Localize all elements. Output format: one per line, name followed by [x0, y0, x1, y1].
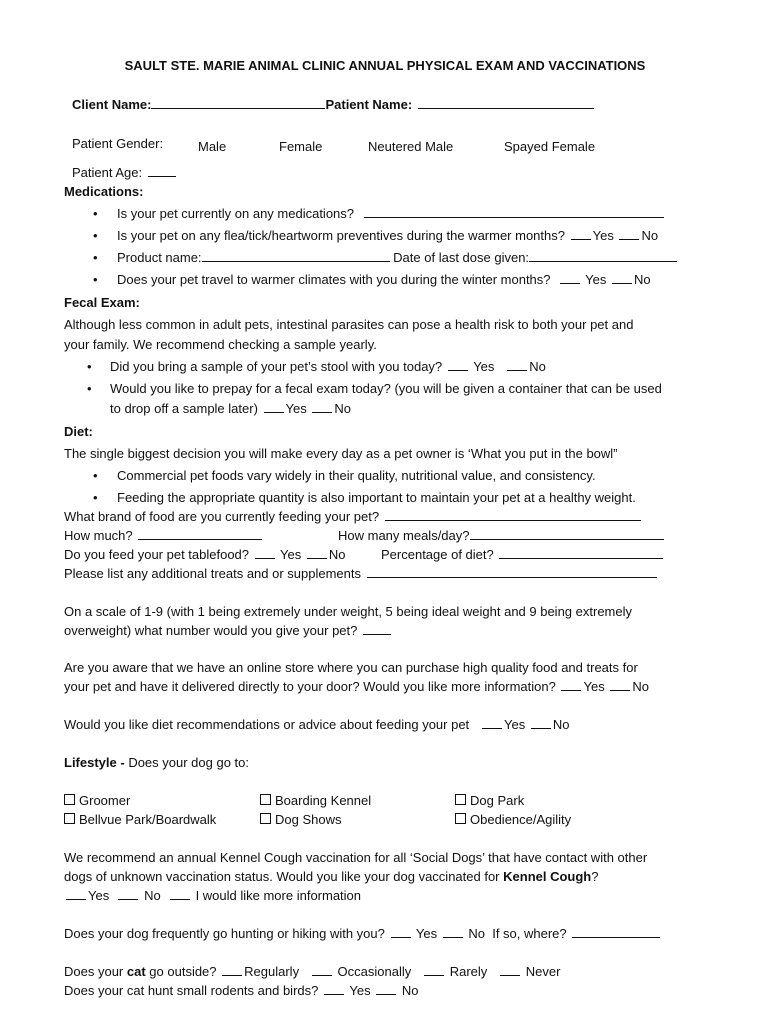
patient-name-label: Patient Name: — [325, 97, 413, 112]
weight-scale-field[interactable] — [363, 622, 391, 635]
advice-row: Would you like diet recommendations or advice about feeding your pet Yes No — [64, 717, 570, 732]
diet-paragraph: The single biggest decision you will make every day as a pet owner is ‘What you put in the bowl” — [64, 446, 618, 461]
bullet: • — [93, 250, 98, 265]
medications-q3: Product name: Date of last dose given: — [117, 249, 677, 266]
fecal-q2-line2: to drop off a sample later) Yes No — [110, 401, 351, 416]
patient-age-row — [72, 164, 178, 181]
fecal-paragraph-line2: your family. We recommend checking a sample yearly. — [64, 337, 377, 352]
checkbox-groomer[interactable]: Groomer — [64, 792, 130, 809]
tablefood-no-blank[interactable] — [307, 546, 327, 559]
cat-hunt-yes-blank[interactable] — [324, 982, 344, 995]
kennel-line2: dogs of unknown vaccination status. Would you like your dog vaccinated for Kennel Cough? — [64, 869, 599, 884]
stool-no-blank[interactable] — [507, 358, 527, 371]
fecal-q2-line1: Would you like to prepay for a fecal exam today? (you will be given a container that can be used — [110, 381, 662, 396]
store-line1: Are you aware that we have an online store where you can purchase high quality food and treats for — [64, 660, 638, 675]
fecal-paragraph-line1: Although less common in adult pets, intestinal parasites can pose a health risk to both your pet and — [64, 317, 634, 332]
meals-per-day-field[interactable] — [470, 527, 664, 540]
bullet: • — [87, 381, 92, 396]
travel-yes-blank[interactable] — [560, 271, 580, 284]
preventives-yes-blank[interactable] — [571, 227, 591, 240]
diet-brand-row: What brand of food are you currently feeding your pet? — [64, 508, 643, 525]
kennel-no-blank[interactable] — [118, 887, 138, 900]
treats-field[interactable] — [367, 565, 657, 578]
hunting-no-blank[interactable] — [443, 925, 463, 938]
cat-occasionally-blank[interactable] — [312, 963, 332, 976]
scale-line2: overweight) what number would you give your pet? — [64, 622, 393, 639]
checkbox-icon[interactable] — [64, 794, 75, 805]
lifestyle-question: Does your dog go to: — [128, 755, 250, 770]
travel-no-blank[interactable] — [612, 271, 632, 284]
scale-line1: On a scale of 1-9 (with 1 being extremely under weight, 5 being ideal weight and 9 being extremely — [64, 604, 632, 619]
gender-option-neutered-male[interactable]: Neutered Male — [368, 139, 454, 154]
preventives-no-blank[interactable] — [619, 227, 639, 240]
checkbox-icon[interactable] — [455, 813, 466, 824]
bullet: • — [93, 228, 98, 243]
checkbox-icon[interactable] — [260, 794, 271, 805]
hunting-row: Does your dog frequently go hunting or hiking with you? Yes No If so, where? — [64, 925, 662, 942]
diet-tablefood-row: Do you feed your pet tablefood? Yes No — [64, 547, 346, 562]
checkbox-icon[interactable] — [64, 813, 75, 824]
bullet: • — [93, 468, 98, 483]
patient-gender-label: Patient Gender: — [72, 136, 164, 151]
checkbox-icon[interactable] — [260, 813, 271, 824]
lifestyle-heading: Lifestyle - — [64, 755, 125, 770]
checkbox-obedience-agility[interactable]: Obedience/Agility — [455, 811, 571, 828]
diet-heading: Diet: — [64, 424, 93, 439]
medications-heading: Medications: — [64, 184, 144, 199]
lifestyle-row — [64, 754, 249, 771]
medications-q2: Is your pet on any flea/tick/heartworm preventives during the warmer months? Yes No — [117, 228, 659, 243]
medications-q4: Does your pet travel to warmer climates with you during the winter months? Yes No — [117, 272, 651, 287]
client-name-row — [72, 96, 596, 113]
bullet: • — [93, 490, 98, 505]
food-brand-field[interactable] — [385, 508, 641, 521]
cat-rarely-blank[interactable] — [424, 963, 444, 976]
patient-age-label: Patient Age: — [72, 165, 143, 180]
percentage-field[interactable] — [499, 546, 663, 559]
gender-option-female[interactable]: Female — [279, 139, 323, 154]
kennel-line1: We recommend an annual Kennel Cough vaccination for all ‘Social Dogs’ that have contact with other — [64, 850, 648, 865]
medications-q1: Is your pet currently on any medications? — [117, 205, 666, 222]
kennel-more-info-blank[interactable] — [170, 887, 190, 900]
diet-bullet-2: Feeding the appropriate quantity is also important to maintain your pet at a healthy weight. — [117, 490, 636, 505]
gender-option-spayed-female[interactable]: Spayed Female — [504, 139, 596, 154]
cat-hunt-row: Does your cat hunt small rodents and birds? Yes No — [64, 983, 419, 998]
last-dose-date-field[interactable] — [529, 249, 677, 262]
advice-no-blank[interactable] — [531, 716, 551, 729]
prepay-no-blank[interactable] — [312, 400, 332, 413]
client-name-field[interactable] — [151, 96, 325, 109]
checkbox-dog-shows[interactable]: Dog Shows — [260, 811, 341, 828]
hunting-yes-blank[interactable] — [391, 925, 411, 938]
patient-age-field[interactable] — [148, 164, 176, 177]
diet-treats-row: Please list any additional treats and or supplements — [64, 565, 659, 582]
checkbox-bellvue-park[interactable]: Bellvue Park/Boardwalk — [64, 811, 216, 828]
bullet: • — [93, 272, 98, 287]
store-line2: your pet and have it delivered directly to your door? Would you like more information? Yes No — [64, 679, 649, 694]
page-title: SAULT STE. MARIE ANIMAL CLINIC ANNUAL PHYSICAL EXAM AND VACCINATIONS — [124, 58, 646, 73]
fecal-q1: Did you bring a sample of your pet’s stool with you today? Yes No — [110, 359, 546, 374]
diet-meals-row: How many meals/day? — [338, 527, 664, 544]
product-name-field[interactable] — [202, 249, 390, 262]
bullet: • — [93, 206, 98, 221]
store-no-blank[interactable] — [610, 678, 630, 691]
kennel-answers: Yes No I would like more information — [64, 887, 361, 904]
cat-never-blank[interactable] — [500, 963, 520, 976]
cat-outside-row: Does your cat go outside? Regularly Occasionally Rarely Never — [64, 964, 561, 979]
checkbox-icon[interactable] — [455, 794, 466, 805]
diet-percentage-row: Percentage of diet? — [381, 546, 665, 563]
patient-name-field[interactable] — [418, 96, 594, 109]
gender-option-male[interactable]: Male — [198, 139, 227, 154]
store-yes-blank[interactable] — [561, 678, 581, 691]
medications-field[interactable] — [364, 205, 664, 218]
cat-regularly-blank[interactable] — [222, 963, 242, 976]
checkbox-dog-park[interactable]: Dog Park — [455, 792, 524, 809]
advice-yes-blank[interactable] — [482, 716, 502, 729]
diet-bullet-1: Commercial pet foods vary widely in their quality, nutritional value, and consistency. — [117, 468, 596, 483]
cat-hunt-no-blank[interactable] — [376, 982, 396, 995]
bullet: • — [87, 359, 92, 374]
tablefood-yes-blank[interactable] — [255, 546, 275, 559]
kennel-yes-blank[interactable] — [66, 887, 86, 900]
prepay-yes-blank[interactable] — [264, 400, 284, 413]
fecal-heading: Fecal Exam: — [64, 295, 140, 310]
hunting-where-field[interactable] — [572, 925, 660, 938]
client-name-label: Client Name: — [72, 97, 152, 112]
checkbox-boarding-kennel[interactable]: Boarding Kennel — [260, 792, 371, 809]
how-much-field[interactable] — [138, 527, 262, 540]
stool-yes-blank[interactable] — [448, 358, 468, 371]
diet-amount-row: How much? — [64, 527, 264, 544]
